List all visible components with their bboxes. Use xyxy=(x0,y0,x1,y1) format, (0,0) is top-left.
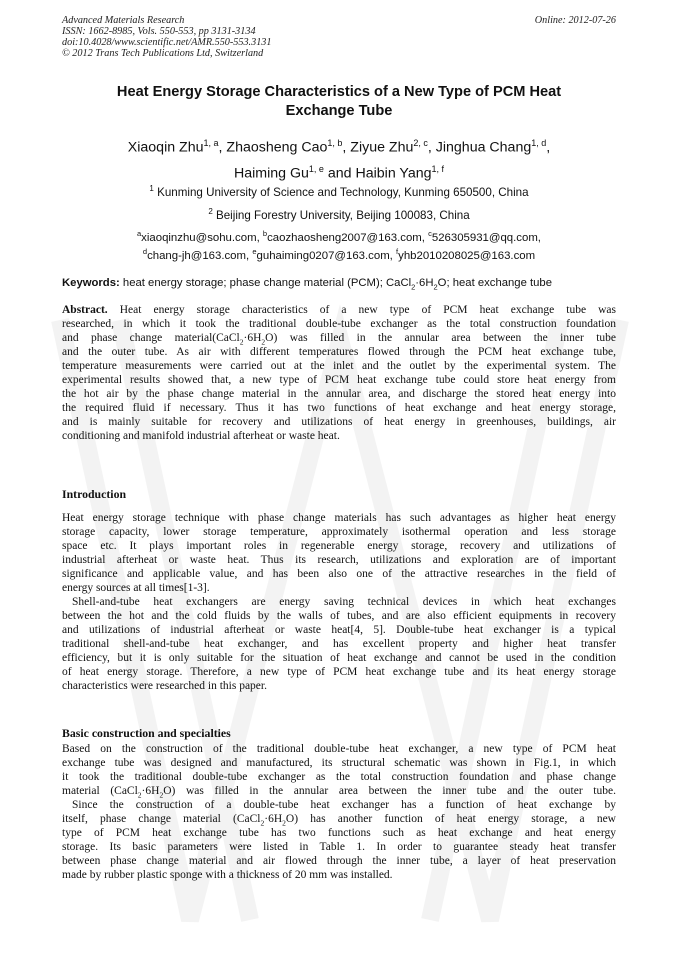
keywords xyxy=(62,276,622,294)
author-name: Zhaosheng Cao xyxy=(226,139,328,156)
abstract-line: conditioning and manifold industrial afterheat or waste heat. xyxy=(62,430,340,442)
online-date: Online: 2012-07-26 xyxy=(534,15,616,26)
section-heading-introduction: Introduction xyxy=(62,487,127,501)
email-link[interactable]: yhb2010208025@163.com xyxy=(398,249,536,262)
doi-line[interactable]: doi:10.4028/www.scientific.net/AMR.550-553.3131 xyxy=(62,37,272,48)
author-name: Ziyue Zhu xyxy=(350,139,414,156)
email-link[interactable]: chang-jh@163.com, xyxy=(147,249,250,262)
title-line-1: Heat Energy Storage Characteristics of a New Type of PCM Heat xyxy=(116,84,562,100)
paragraph-line: made by rubber plastic sponge with a thickness of 20 mm was installed. xyxy=(62,869,393,881)
issn-line: ISSN: 1662-8985, Vols. 550-553, pp 3131-3134 xyxy=(62,26,256,37)
author-name: Haiming Gu xyxy=(233,165,309,182)
paragraph-line: Shell-and-tube heat exchangers are energy saving technical devices in which heat exchanges xyxy=(72,596,616,608)
abstract-line: the hot air by the phase change material in the annular area, and discharge the stored heat energy into xyxy=(62,388,616,400)
email-link[interactable]: guhaiming0207@163.com, xyxy=(256,249,393,262)
paragraph-line: material $(CaCl_2\cdot 6H_2O)$ was filled in the annular area between the inner tube and the outer tube. xyxy=(62,785,616,798)
author-sup: 1, a xyxy=(203,138,219,148)
paragraph-line: exchange tube was designed and manufactured, its structural schematic was shown in Fig.1, in which xyxy=(62,757,616,769)
basic-construction-body xyxy=(62,742,616,882)
abstract-line: and is mainly suitable for recovery and utilizations of heat energy in greenhouses, buildings, air xyxy=(62,416,616,428)
abstract-line: temperature measurements were carried out at the inlet and the outlet by the experimental system. The xyxy=(62,360,616,372)
abstract xyxy=(62,303,616,443)
section-heading-basic-construction: Basic construction and specialties xyxy=(62,726,231,740)
affiliation-1 xyxy=(62,182,616,200)
paragraph-line: storage. Its basic parameters were listed in Table 1. In order to guarantee steady heat transfer xyxy=(62,841,616,853)
paragraph-line: type of PCM heat exchange tube has two functions such as heat exchange and heat energy xyxy=(62,827,616,839)
abstract-label: Abstract. xyxy=(62,304,108,316)
paragraph-line: and utilizations of industrial afterheat or waste heat[4, 5]. Double-tube heat exchanger is a typical xyxy=(62,624,616,636)
abstract-line: researched, in which it took the traditional double-tube exchanger as the total construction foundation xyxy=(62,318,616,330)
paragraph-line: Since the construction of a double-tube heat exchanger has a function of heat exchange by xyxy=(72,799,616,811)
paragraph-line: it took the traditional double-tube exchanger as the total construction foundation and phase change xyxy=(62,771,616,783)
paragraph-line: Based on the construction of the traditional double-tube heat exchanger, a new type of PCM heat xyxy=(62,743,616,755)
email-line-2: $^d$chang-jh@163.com, $^e$guhaiming0207@163.com, $^f$yhb2010208025@163.com xyxy=(142,246,536,262)
paragraph-line: characteristics were researched in this paper. xyxy=(62,680,267,692)
email-link[interactable]: xiaoqinzhu@sohu.com, xyxy=(141,231,260,244)
email-list xyxy=(62,227,616,263)
paragraph-line: energy sources at all times[1-3]. xyxy=(62,582,210,594)
email-line-1: $^a$xiaoqinzhu@sohu.com, $^b$caozhaosheng2007@163.com, $^c$526305931@qq.com, xyxy=(137,229,541,244)
paragraph-line: of heat energy storage. Therefore, a new type of PCM heat exchange tube and its heat energy storage xyxy=(62,666,616,678)
paragraph-line: space etc. It plays important roles in regenerable energy storage, recovery and utilizations of xyxy=(62,540,616,552)
author-line-1: Xiaoqin Zhu$^{1, a}$, Zhaosheng Cao$^{1, b}$, Ziyue Zhu$^{2, c}$, Jinghua Chang$^{1, d}$, xyxy=(127,138,551,156)
author-sup: 1, f xyxy=(431,163,445,174)
affiliation-text: Kunming University of Science and Technology, Kunming 650500, China xyxy=(157,185,529,199)
author-and: and xyxy=(327,165,352,182)
author-sup: 1, e xyxy=(308,163,324,174)
email-link[interactable]: 526305931@qq.com, xyxy=(431,231,541,244)
email-link[interactable]: caozhaosheng2007@163.com, xyxy=(267,231,425,244)
paper-title xyxy=(62,83,616,121)
title-line-2: Exchange Tube xyxy=(285,103,393,119)
paragraph-line: traditional shell-and-tube heat exchanger, and has excellent property and higher heat transfer xyxy=(62,638,616,650)
paragraph-line: efficiency, but it is only suitable for the situation of heat exchange and cannot be used in the condition xyxy=(62,652,616,664)
affiliation-2 xyxy=(62,205,616,223)
copyright-line: © 2012 Trans Tech Publications Ltd, Switzerland xyxy=(62,48,264,59)
abstract-line: experimental results showed that, a new type of PCM heat exchange tube could store heat energy from xyxy=(62,374,616,386)
abstract-line: and phase change $material(CaCl_2\cdot 6H_2O)$ was filled in the annular area between the inner tube xyxy=(62,332,616,345)
paragraph-line: itself, phase change material $(CaCl_2\cdot 6H_2O)$ has another function of heat energy storage, a new xyxy=(62,813,616,826)
author-line-2 xyxy=(62,159,616,185)
introduction-body xyxy=(62,511,616,693)
affiliation-text: Beijing Forestry University, Beijing 100083, China xyxy=(216,208,470,222)
author-sup: 2, c xyxy=(413,138,428,148)
author-name: Haibin Yang xyxy=(355,165,432,182)
paragraph-line: between the hot and the cold fluids by the walls of tubes, and are also efficient equipments in recovery xyxy=(62,610,616,622)
paragraph-line: between phase change material and air flowed through the inner tube, a layer of heat preservation xyxy=(62,855,616,867)
paragraph-line: storage capacity, lower storage temperature, approximately isothermal operation and less storage xyxy=(62,526,616,538)
paragraph-line: Heat energy storage technique with phase change materials has such advantages as higher heat energy xyxy=(62,512,616,524)
affiliation-sup: 2 xyxy=(208,207,213,216)
author-sup: 1, b xyxy=(327,138,343,148)
paragraph-line: significance and applicable value, and has been also one of the attractive researches in the field of xyxy=(62,568,616,580)
author-list xyxy=(62,133,616,184)
keywords-text: heat energy storage; phase change material (PCM); $CaCl_2\cdot 6H_2O$; heat exchange tube xyxy=(122,277,552,292)
keywords-label: Keywords: xyxy=(62,277,120,289)
affiliation-sup: 1 xyxy=(149,184,154,193)
abstract-line: the required fluid if necessary. Thus it has two functions of heat exchange and heat energy storage, xyxy=(62,402,616,414)
journal-header xyxy=(62,15,271,59)
journal-name: Advanced Materials Research xyxy=(62,15,185,26)
author-name: Jinghua Chang xyxy=(435,139,532,156)
abstract-line: and the outer tube. As air with different temperatures flowed through the PCM heat exchange tube, xyxy=(62,346,616,358)
abstract-line: Abstract. Heat energy storage characteristics of a new type of PCM heat exchange tube was xyxy=(62,304,616,316)
author-sup: 1, d xyxy=(531,138,547,148)
author-name: Xiaoqin Zhu xyxy=(127,139,204,156)
paragraph-line: industrial afterheat or waste heat. Thus its research, utilizations and exploration are of important xyxy=(62,554,616,566)
